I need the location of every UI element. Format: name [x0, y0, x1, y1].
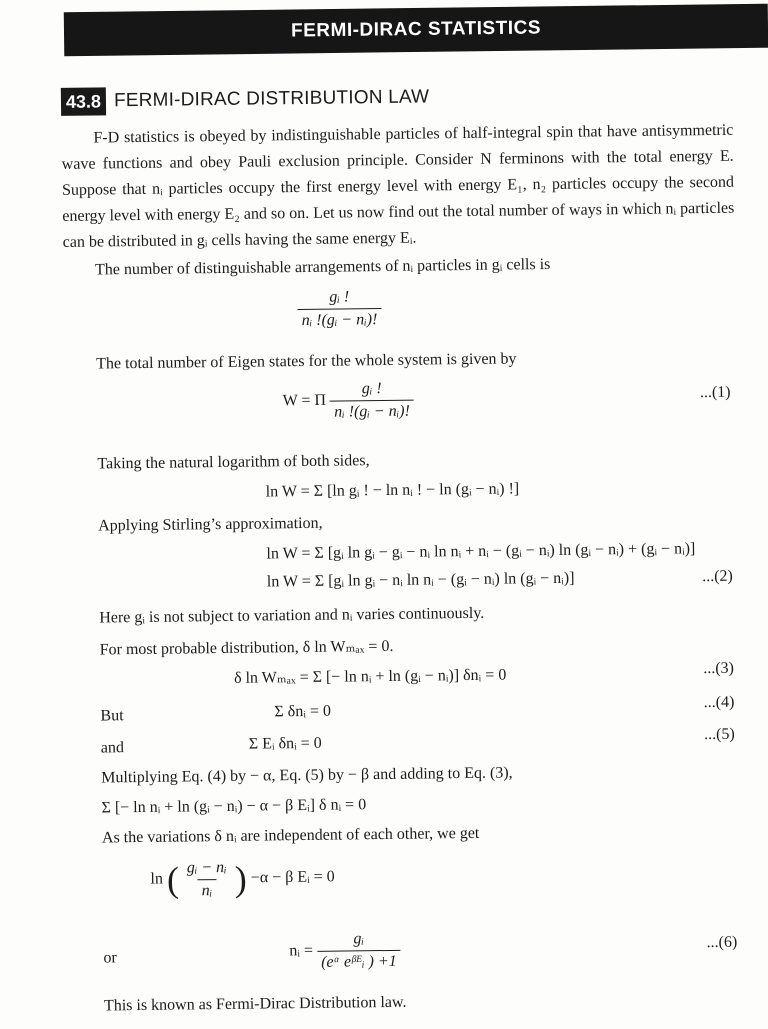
- equation-6-denominator: (eᵅ eᵝᴱᵢ ) +1: [317, 950, 401, 972]
- running-header-title: FERMI-DIRAC STATISTICS: [290, 17, 542, 42]
- log-ratio-numerator: gᵢ − nᵢ: [186, 858, 227, 876]
- equation-5-label: and: [100, 739, 125, 757]
- equation-1-numerator: gᵢ !: [361, 380, 382, 398]
- arrangements-fraction: [297, 288, 381, 330]
- independent-sentence: As the variations δ nᵢ are independent of each other, we get: [101, 824, 480, 847]
- equation-4: Σ δnᵢ = 0: [274, 702, 332, 721]
- log-ratio-rhs: −α − β Eᵢ = 0: [250, 868, 335, 887]
- conclusion-sentence: This is known as Fermi-Dirac Distribution law.: [103, 993, 407, 1015]
- log-ratio-equation: [150, 857, 335, 901]
- equation-5: Σ Eᵢ δnᵢ = 0: [248, 734, 322, 753]
- equation-3: δ ln Wₘₐₓ = Σ [− ln nᵢ + ln (gᵢ − nᵢ)] δnᵢ = 0: [233, 666, 507, 687]
- equation-1-lhs: W = Π: [282, 391, 327, 410]
- equation-6-label: or: [103, 949, 117, 967]
- arrangements-sentence: The number of distinguishable arrangements of nᵢ particles in gᵢ cells is: [94, 255, 551, 279]
- section-heading: [61, 83, 430, 115]
- equation-6-lhs: nᵢ =: [289, 942, 314, 960]
- multiply-sentence: Multiplying Eq. (4) by − α, Eq. (5) by − β and adding to Eq. (3),: [101, 764, 513, 787]
- probable-sentence: For most probable distribution, δ ln Wₘₐₓ = 0.: [99, 637, 394, 659]
- equation-5-number: ...(5): [703, 725, 735, 744]
- stirling-sentence: Applying Stirling’s approximation,: [98, 514, 323, 535]
- section-title: FERMI-DIRAC DISTRIBUTION LAW: [113, 86, 430, 112]
- equation-3-number: ...(3): [703, 659, 735, 678]
- variation-sentence: Here gᵢ is not subject to variation and nᵢ varies continuously.: [99, 604, 485, 627]
- equation-6: [289, 930, 401, 972]
- fraction-numerator: gᵢ !: [329, 288, 350, 306]
- equation-4-number: ...(4): [703, 693, 735, 712]
- equation-6-numerator: gᵢ: [353, 930, 365, 948]
- log-ratio-denominator: nᵢ: [198, 879, 217, 900]
- equation-6-number: ...(6): [706, 933, 738, 952]
- open-paren-icon: (: [166, 859, 180, 900]
- combined-equation: Σ [− ln nᵢ + ln (gᵢ − nᵢ) − α − β Eᵢ] δ nᵢ = 0: [101, 796, 367, 817]
- eigen-sentence: The total number of Eigen states for the whole system is given by: [96, 350, 517, 373]
- equation-4-label: But: [100, 707, 124, 725]
- logarithm-sentence: Taking the natural logarithm of both sides,: [97, 452, 370, 473]
- close-paren-icon: ): [234, 858, 248, 899]
- stirling-equation: ln W = Σ [gᵢ ln gᵢ − gᵢ − nᵢ ln nᵢ + nᵢ − (gᵢ − nᵢ) ln (gᵢ − nᵢ) + (gᵢ − nᵢ)]: [266, 540, 696, 563]
- section-number: 43.8: [61, 87, 106, 116]
- equation-1: [282, 380, 414, 423]
- intro-paragraph: F-D statistics is obeyed by indistinguishable particles of half-integral spin that have antisymmetric wave functions and obey Pauli exclusion principle. Consider N ferminons with the total energy E. Suppose that nᵢ particles occupy the first energy level with energy E₁, n₂ particles occupy the second energy level with energy E₂ and so on. Let us now find out the total number of ways in which nᵢ particles can be distributed in gᵢ cells having the same energy Eᵢ.: [61, 121, 735, 251]
- fraction-denominator: nᵢ !(gᵢ − nᵢ)!: [298, 308, 382, 330]
- equation-2: ln W = Σ [gᵢ ln gᵢ − nᵢ ln nᵢ − (gᵢ − nᵢ) ln (gᵢ − nᵢ)]: [266, 569, 575, 591]
- equation-2-number: ...(2): [702, 567, 733, 586]
- equation-1-number: ...(1): [699, 383, 731, 402]
- log-equation: ln W = Σ [ln gᵢ ! − ln nᵢ ! − ln (gᵢ − nᵢ) !]: [265, 480, 520, 501]
- equation-1-denominator: nᵢ !(gᵢ − nᵢ)!: [330, 400, 414, 422]
- log-ratio-ln: ln: [150, 870, 164, 888]
